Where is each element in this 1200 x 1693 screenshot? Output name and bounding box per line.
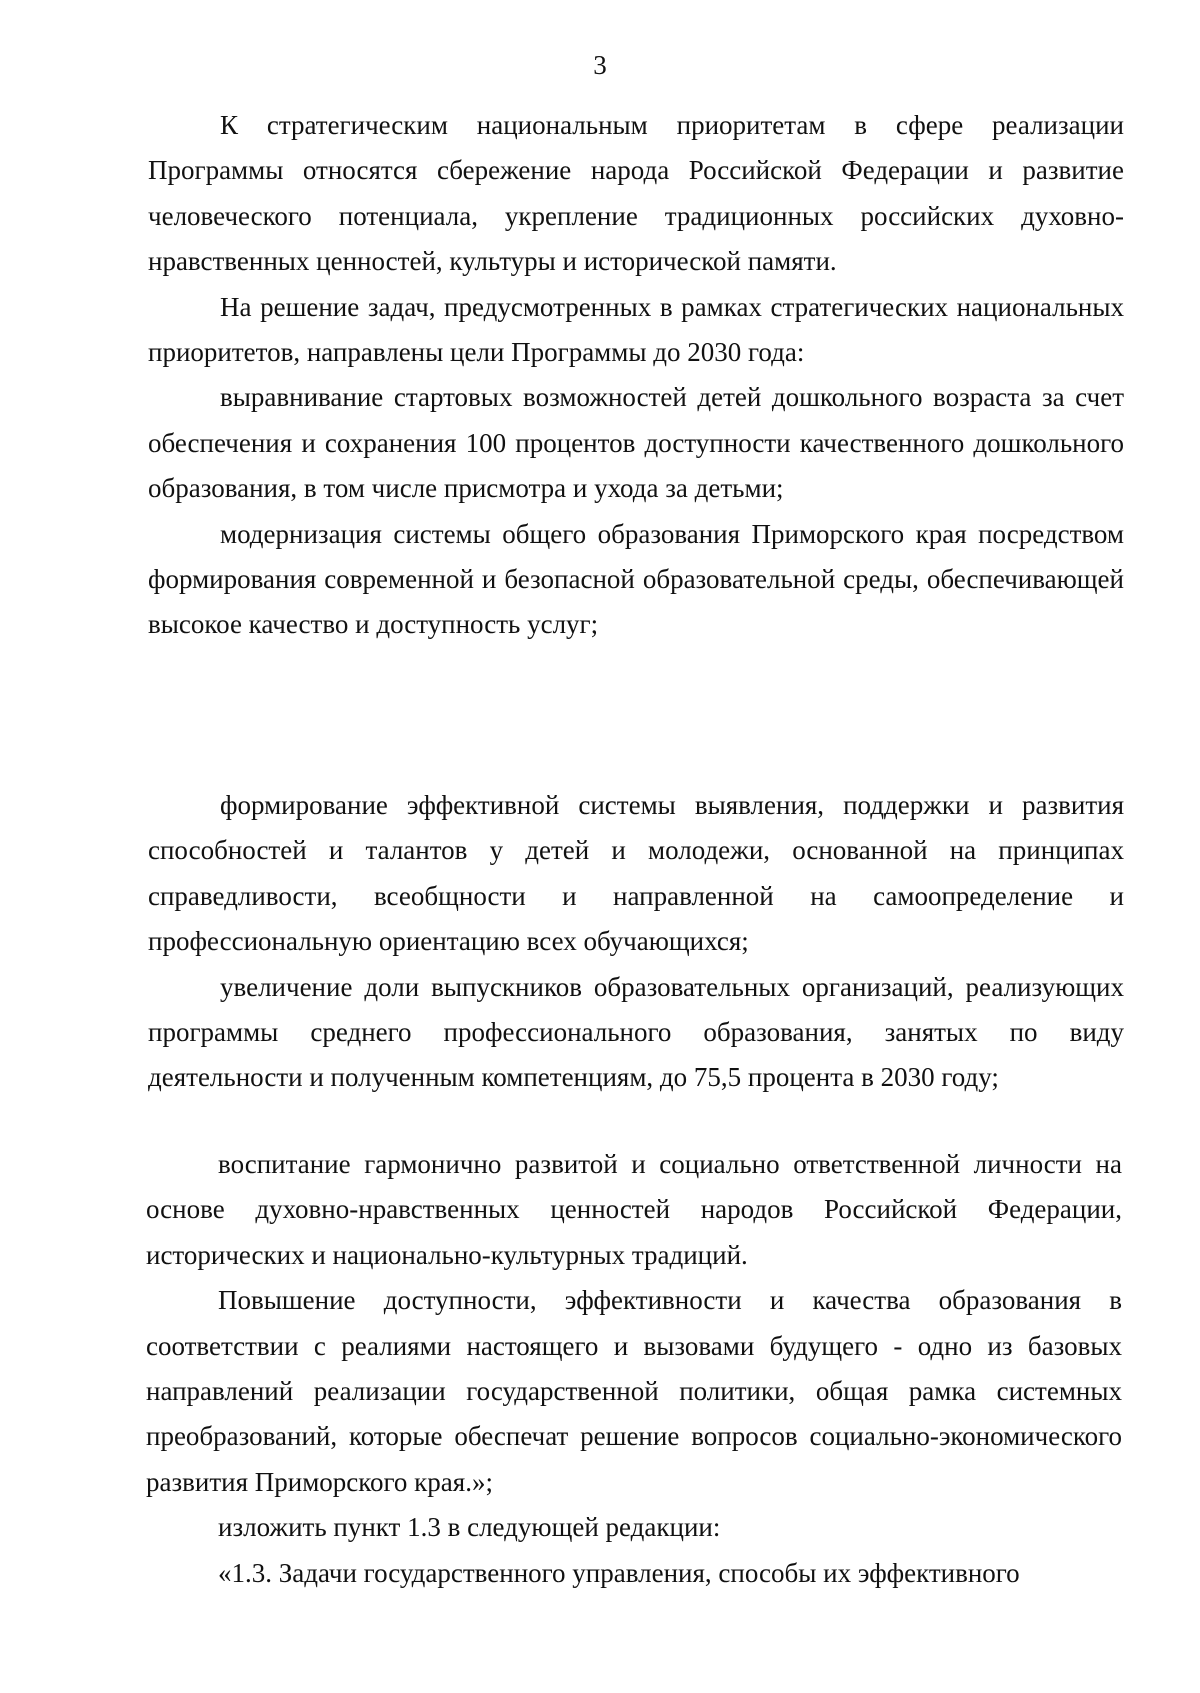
paragraph-education-quality: Повышение доступности, эффективности и качества образования в соответствии с реалиями настоящего и вызовами будущего - одно из базовых направлений реализации государственной политики, общая рамка системных преобразований, которые обеспечат решение вопросов социально-экономического развития Приморского края.»;	[146, 1285, 1122, 1497]
paragraph-program-goals: На решение задач, предусмотренных в рамках стратегических национальных приоритетов, направлены цели Программы до 2030 года:	[148, 291, 1124, 368]
text-block-middle	[148, 783, 1124, 1101]
paragraph-graduates-goal: увеличение доли выпускников образовательных организаций, реализующих программы среднего профессионального образования, занятых по виду деятельности и полученным компетенциям, до 75,5 процента в 2030 году;	[148, 971, 1124, 1093]
paragraph-upbringing-goal: воспитание гармонично развитой и социально ответственной личности на основе духовно-нравственных ценностей народов Российской Федерации, исторических и национально-культурных традиций.	[146, 1149, 1122, 1270]
text-block-bottom	[146, 1142, 1122, 1596]
paragraph-section-1-3: «1.3. Задачи государственного управления, способы их эффективного	[218, 1557, 1020, 1588]
paragraph-general-education-goal: модернизация системы общего образования Приморского края посредством формирования современной и безопасной образовательной среды, обеспечивающей высокое качество и доступность услуг;	[148, 518, 1124, 640]
paragraph-talents-goal: формирование эффективной системы выявления, поддержки и развития способностей и талантов у детей и молодежи, основанной на принципах справедливости, всеобщности и направленной на самоопределение и профессиональную ориентацию всех обучающихся;	[148, 790, 1124, 957]
paragraph-strategic-priorities: К стратегическим национальным приоритетам в сфере реализации Программы относятся сбережение народа Российской Федерации и развитие человеческого потенциала, укрепление традиционных российских духовно-нравственных ценностей, культуры и исторической памяти.	[148, 110, 1124, 277]
text-block-top	[148, 103, 1124, 648]
page-number: 3	[593, 50, 607, 80]
paragraph-preschool-goal: выравнивание стартовых возможностей детей дошкольного возраста за счет обеспечения и сохранения 100 процентов доступности качественного дошкольного образования, в том числе присмотра и ухода за детьми;	[148, 382, 1124, 504]
paragraph-amendment-instruction: изложить пункт 1.3 в следующей редакции:	[218, 1512, 721, 1543]
